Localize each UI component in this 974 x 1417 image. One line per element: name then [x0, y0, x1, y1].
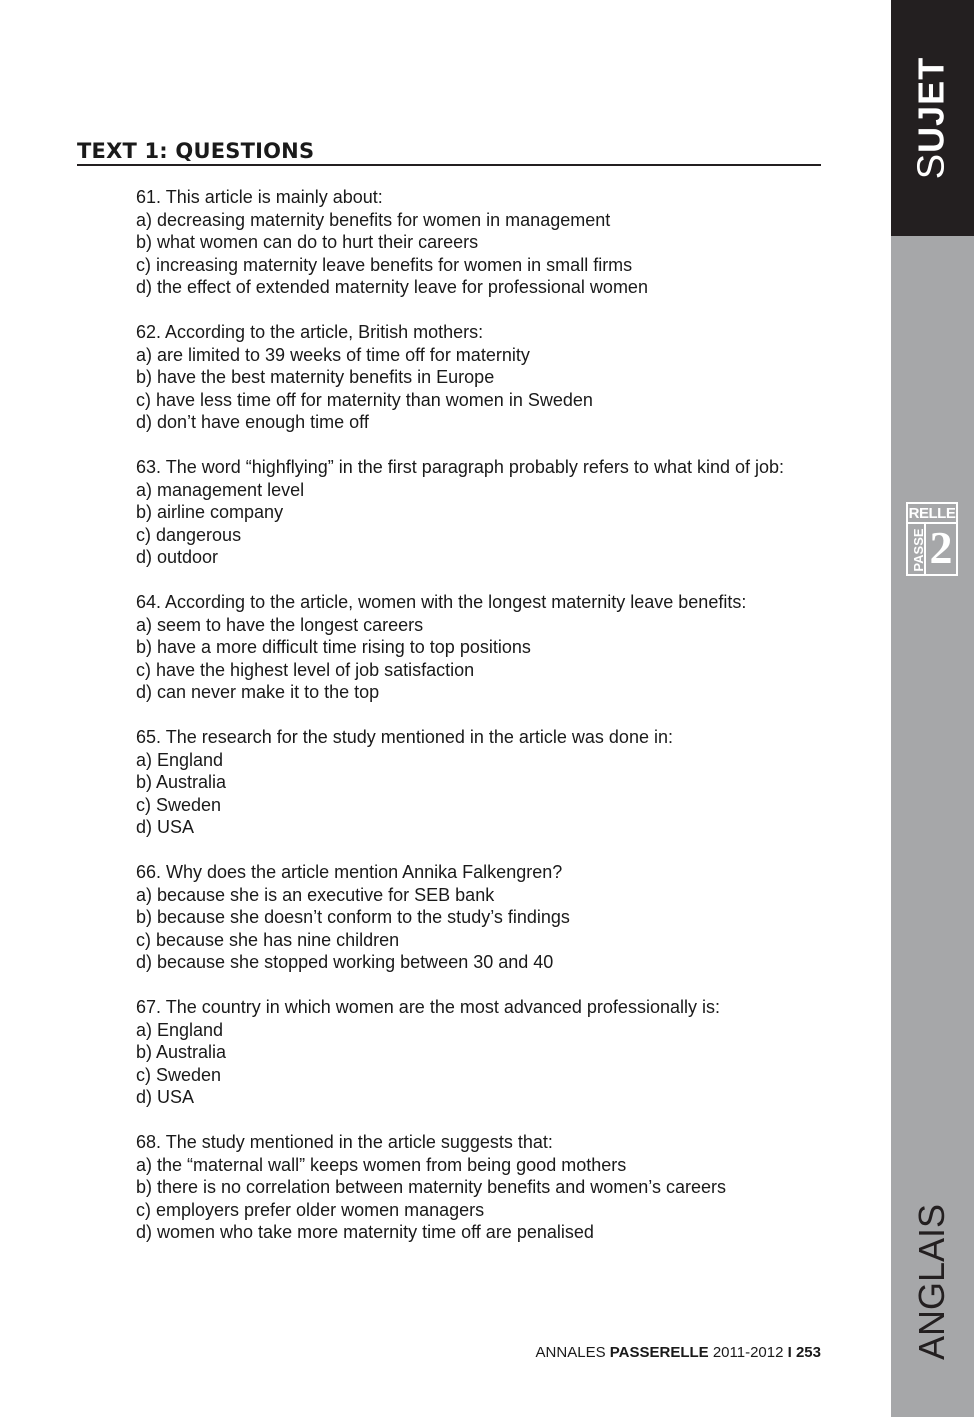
- answer-option: a) because she is an executive for SEB bank: [136, 884, 495, 905]
- page-number: 253: [791, 1344, 821, 1361]
- answer-option: c) because she has nine children: [136, 929, 400, 950]
- answer-option: b) Australia: [136, 772, 227, 792]
- answer-option: c) have the highest level of job satisfaction: [136, 659, 475, 680]
- question-block: [136, 591, 836, 704]
- answer-option: d) can never make it to the top: [136, 682, 380, 702]
- answer-option: d) don’t have enough time off: [136, 412, 369, 432]
- answer-option: c) increasing maternity leave benefits for women in small firms: [136, 254, 633, 275]
- answer-option: c) Sweden: [136, 794, 222, 815]
- logo-side-text: PASSE: [911, 528, 926, 572]
- subject-label: ANGLAIS: [911, 1203, 952, 1361]
- answer-option: c) employers prefer older women managers: [136, 1199, 485, 1220]
- answer-option: b) there is no correlation between maternity benefits and women’s careers: [136, 1177, 726, 1197]
- footer-years: 2011-2012: [708, 1344, 788, 1361]
- logo-top-text: RELLE: [908, 505, 956, 522]
- question-block: [136, 726, 836, 839]
- answer-option: d) outdoor: [136, 547, 219, 567]
- answer-option: d) the effect of extended maternity leave for professional women: [136, 277, 648, 297]
- answer-option: d) USA: [136, 817, 195, 837]
- page-title: TEXT 1: QUESTIONS: [77, 139, 315, 163]
- question-prompt: 64. According to the article, women with the longest maternity leave benefits:: [136, 592, 747, 612]
- question-block: [136, 1131, 836, 1244]
- answer-option: c) dangerous: [136, 524, 242, 545]
- section-label-initial: S: [910, 152, 953, 180]
- answer-option: a) management level: [136, 479, 305, 500]
- answer-option: d) because she stopped working between 30 and 40: [136, 952, 554, 972]
- question-block: [136, 186, 836, 299]
- passerelle-logo: [906, 502, 958, 576]
- footer-brand: PASSERELLE: [609, 1344, 709, 1361]
- question-prompt: 68. The study mentioned in the article suggests that:: [136, 1132, 553, 1152]
- answer-option: a) seem to have the longest careers: [136, 614, 424, 635]
- answer-option: c) Sweden: [136, 1064, 222, 1085]
- answer-option: b) Australia: [136, 1042, 227, 1062]
- question-block: [136, 996, 836, 1109]
- question-list: [136, 186, 836, 1266]
- answer-option: b) what women can do to hurt their careers: [136, 232, 479, 252]
- question-block: [136, 456, 836, 569]
- answer-option: b) because she doesn’t conform to the study’s findings: [136, 907, 570, 927]
- section-label-rest: UJET: [910, 56, 952, 153]
- section-label: [911, 57, 954, 179]
- title-divider: [77, 164, 821, 166]
- question-prompt: 67. The country in which women are the most advanced professionally is:: [136, 997, 720, 1017]
- answer-option: c) have less time off for maternity than women in Sweden: [136, 389, 593, 410]
- question-prompt: 66. Why does the article mention Annika Falkengren?: [136, 862, 563, 882]
- answer-option: a) are limited to 39 weeks of time off for maternity: [136, 344, 530, 365]
- question-prompt: 63. The word “highflying” in the first paragraph probably refers to what kind of job:: [136, 457, 785, 477]
- answer-option: b) airline company: [136, 502, 284, 522]
- answer-option: b) have a more difficult time rising to top positions: [136, 637, 531, 657]
- page-footer: [536, 1343, 821, 1363]
- question-prompt: 61. This article is mainly about:: [136, 187, 383, 207]
- logo-number: 2: [929, 522, 953, 573]
- answer-option: d) women who take more maternity time off are penalised: [136, 1222, 594, 1242]
- question-block: [136, 321, 836, 434]
- answer-option: d) USA: [136, 1087, 195, 1107]
- answer-option: b) have the best maternity benefits in Europe: [136, 367, 495, 387]
- question-prompt: 65. The research for the study mentioned in the article was done in:: [136, 727, 673, 747]
- answer-option: a) England: [136, 1019, 224, 1040]
- question-prompt: 62. According to the article, British mothers:: [136, 322, 484, 342]
- footer-separator: I: [787, 1344, 792, 1361]
- answer-option: a) England: [136, 749, 224, 770]
- question-block: [136, 861, 836, 974]
- answer-option: a) decreasing maternity benefits for women in management: [136, 209, 611, 230]
- answer-option: a) the “maternal wall” keeps women from being good mothers: [136, 1154, 627, 1175]
- footer-prefix: ANNALES: [535, 1344, 610, 1361]
